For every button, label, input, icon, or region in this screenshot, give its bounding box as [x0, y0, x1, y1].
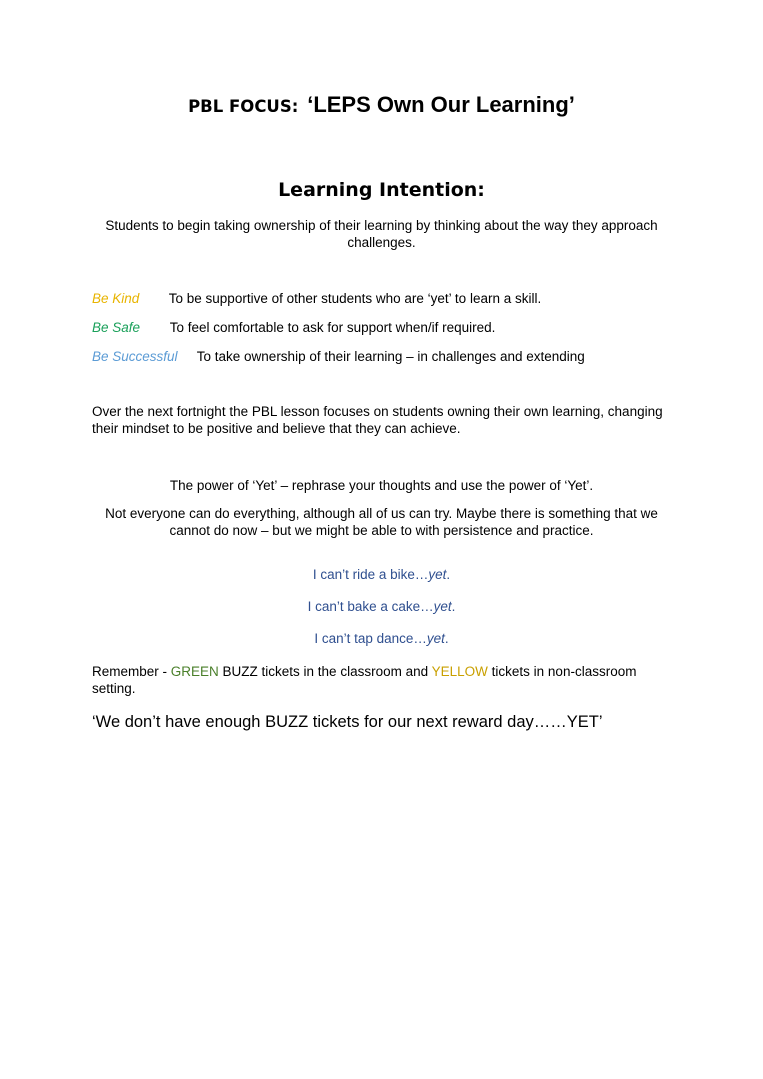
value-description: To be supportive of other students who are ‘yet’ to learn a skill.	[168, 291, 542, 306]
example-end: .	[444, 631, 449, 646]
overview-paragraph: Over the next fortnight the PBL lesson focuses on students owning their own learning, changing their mindset to be positive and believe that they can achieve.	[92, 404, 663, 436]
value-be-safe	[92, 319, 712, 336]
reminder-middle: BUZZ tickets in the classroom and	[218, 664, 432, 679]
green-ticket-word: GREEN	[170, 664, 219, 679]
value-be-kind	[92, 290, 712, 307]
page-title	[0, 92, 763, 118]
example-tap-dance	[0, 630, 763, 647]
value-name: Be Safe	[92, 320, 141, 335]
value-description: To feel comfortable to ask for support when/if required.	[169, 320, 496, 335]
title-main: ‘LEPS Own Our Learning’	[307, 92, 575, 117]
value-name: Be Kind	[92, 291, 140, 306]
example-end: .	[451, 599, 456, 614]
value-name: Be Successful	[92, 349, 178, 364]
example-text: I can’t bake a cake…	[307, 599, 434, 614]
example-text: I can’t ride a bike…	[312, 567, 429, 582]
learning-intention-heading: Learning Intention:	[278, 179, 485, 201]
reminder-before: Remember -	[92, 664, 171, 679]
example-yet: yet	[428, 567, 447, 582]
closing-quote: ‘We don’t have enough BUZZ tickets for our next reward day……YET’	[92, 713, 603, 731]
title-prefix: PBL FOCUS:	[188, 97, 299, 116]
reminder-paragraph	[92, 663, 682, 697]
learning-intention-text: Students to begin taking ownership of their learning by thinking about the way they approach challenges.	[105, 218, 658, 250]
example-text: I can’t tap dance…	[314, 631, 427, 646]
reminder-after: tickets in non-classroom setting.	[92, 664, 637, 696]
example-ride-bike	[0, 566, 763, 583]
value-be-successful	[92, 348, 712, 365]
example-yet: yet	[433, 599, 452, 614]
example-bake-cake	[0, 598, 763, 615]
example-end: .	[446, 567, 451, 582]
power-of-yet-text: The power of ‘Yet’ – rephrase your thoughts and use the power of ‘Yet’.	[169, 478, 594, 493]
example-yet: yet	[426, 631, 445, 646]
explanation-paragraph: Not everyone can do everything, although all of us can try. Maybe there is something that we cannot do now – but we might be able to with persistence and practice.	[105, 506, 658, 538]
yellow-ticket-word: YELLOW	[431, 664, 488, 679]
value-description: To take ownership of their learning – in challenges and extending	[196, 349, 585, 364]
